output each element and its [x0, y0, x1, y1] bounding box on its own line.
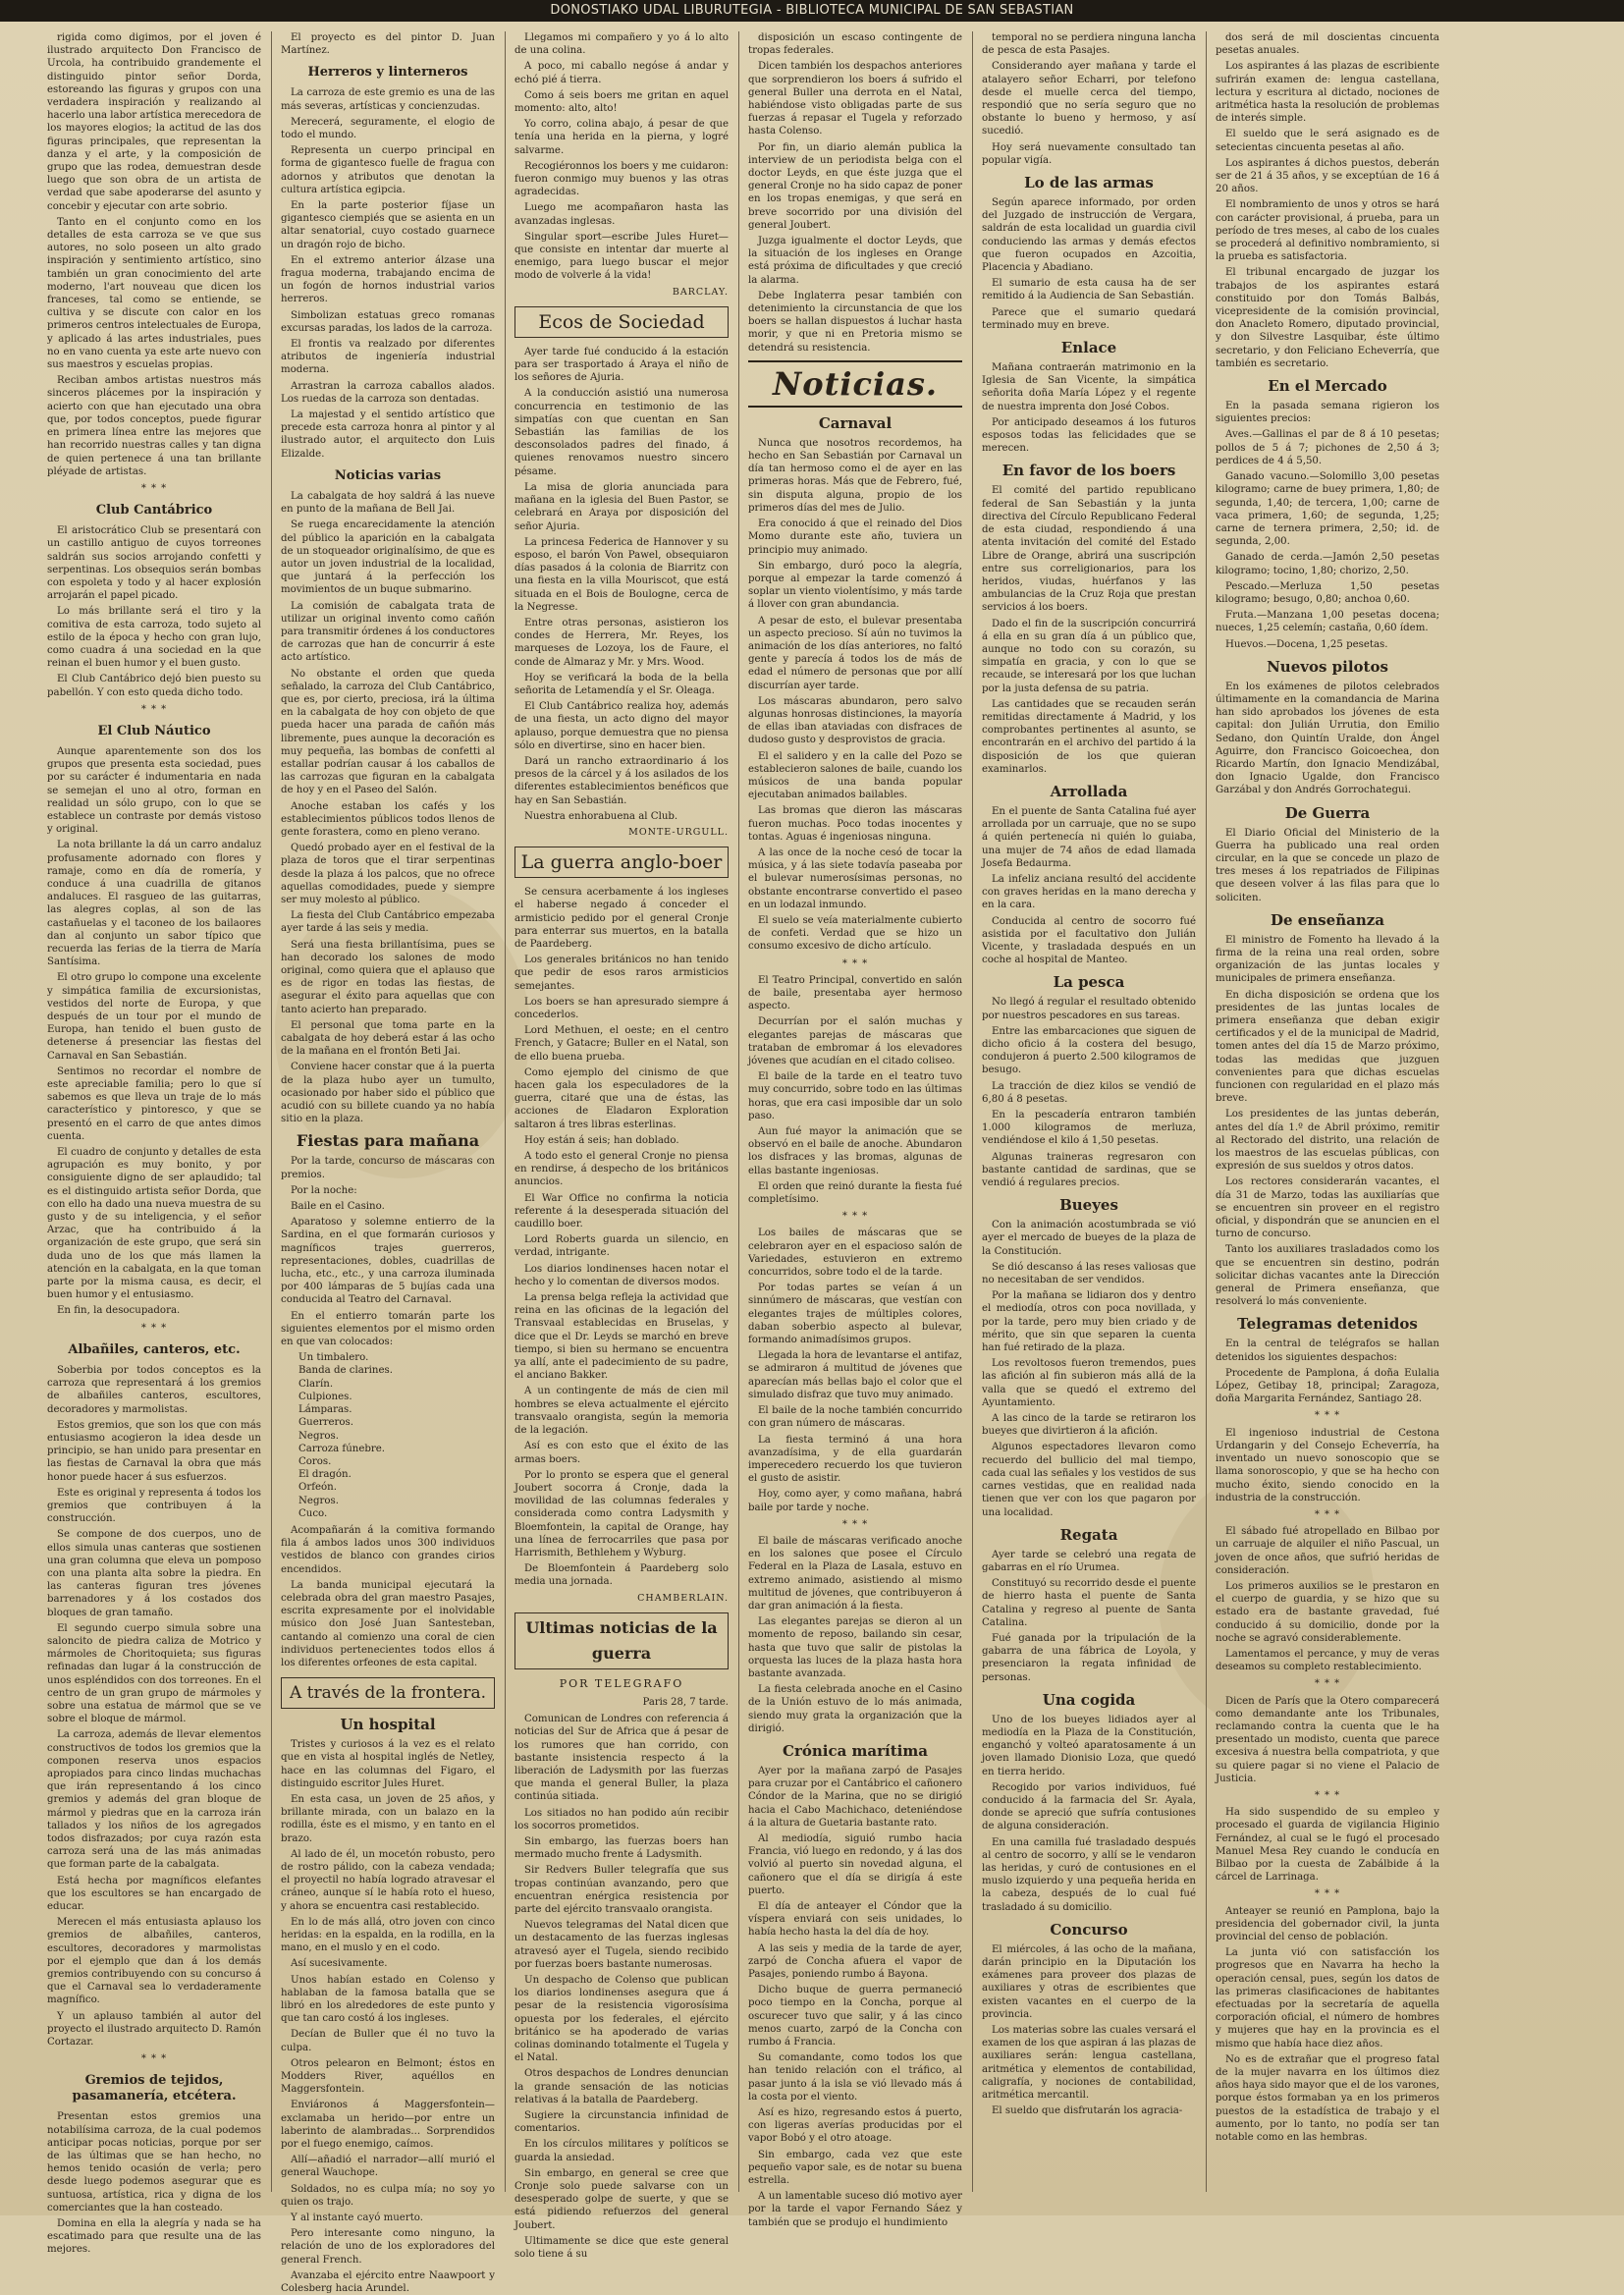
- paragraph: De Bloemfontein á Paardeberg solo media una jornada.: [514, 1563, 729, 1588]
- paragraph: El orden que reinó durante la fiesta fué completísimo.: [748, 1180, 962, 1206]
- section-title: En el Mercado: [1268, 377, 1387, 396]
- paragraph: A las once de la noche cesó de tocar la música, y á las siete todavía paseaba por el bulevar numerosísimas personas, no obstante encontrarse convertido el paseo en un lodazal inmundo.: [748, 847, 962, 910]
- list-item: Lámparas.: [298, 1404, 352, 1416]
- paragraph: El otro grupo lo compone una excelente y simpática familia de excursionistas, vestidos del norte de Europa, y que después de un tour por el mundo de Europa, han tenido el buen gusto de detenerse á presenciar las fiestas del Carnaval en San Sebastián.: [47, 972, 261, 1062]
- paragraph: Este es original y representa á todos los gremios que contribuyen á la construcción.: [47, 1487, 261, 1525]
- paragraph: En el puente de Santa Catalina fué ayer arrollada por un carruaje, que no se supo á quién pertenecía ni quién lo guiaba, una mujer de 74 años de edad llamada Josefa Bedaurma.: [982, 805, 1196, 869]
- section-title: Club Cantábrico: [95, 503, 213, 519]
- paragraph: El Club Cantábrico realiza hoy, además de una fiesta, un acto digno del mayor aplauso, porque demuestra que no piensa sólo en divertirse, sino en hacer bien.: [514, 701, 729, 751]
- paragraph: El tribunal encargado de juzgar los trabajos de los aspirantes estará constituido por don Tomás Balbás, vicepresidente de la comisión provincial, don Anacleto Romero, diputado provincial, y don Silvestre Lasquibar, éste último secretario, y don Feliciano Echeverría, que también es secretario.: [1216, 267, 1439, 369]
- procession-list: [298, 1351, 495, 1520]
- paragraph: El ingenioso industrial de Cestona Urdangarin y del Consejo Echeverría, ha inventado un nuevo sonoscopio que se llama sonoroscopio, y que se ha hecho con mucho éxito, siendo conocido en la industria de la construcción.: [1216, 1427, 1439, 1503]
- paragraph: Era conocido á que el reinado del Dios Momo durante este año, tuviera un principio muy animado.: [748, 519, 962, 556]
- paragraph: El día de anteayer el Cóndor que la víspera enviará con seis unidades, lo había hecho hasta la del día de hoy.: [748, 1901, 962, 1939]
- paragraph: No obstante el orden que queda señalado, la carroza del Club Cantábrico, que es, por cierto, preciosa, irá la última en la cabalgata de hoy con objeto de que pueda hacer una parada de cañón más libremente, pues aunque la decoración es muy pequeña, las bombas de confetti al estallar podrían causar á los caballos de las carrozas que figuran en la cabalgata de hoy y en el Paseo del Salón.: [281, 668, 495, 796]
- paragraph: El aristocrático Club se presentará con un castillo antiguo de cuyos torreones saldrán sus socios arrojando confetti y serpentinas. Los obsequios serán bombas con espoleta y todo y al hacer explosión arrojarán el papel picado.: [47, 525, 261, 602]
- paragraph: El suelo se veía materialmente cubierto de confeti. Verdad que se hizo un consumo excesivo de dicho artículo.: [748, 914, 962, 953]
- paragraph: Anoche estaban los cafés y los establecimientos públicos todos llenos de gente forastera, como en pleno verano.: [281, 800, 495, 838]
- paragraph: Recogiéronnos los boers y me cuidaron: fueron conmigo muy buenos y las otras agradecidas.: [514, 160, 729, 198]
- paragraph: Aparatoso y solemne entierro de la Sardina, en el que formarán curiosos y magníficos trajes guerreros, representaciones, dobles, cuadrillas de lucha, etc., etc., y una carroza iluminada por 400 lámparas de 5 bujías cada una conducida al Teatro del Carnaval.: [281, 1217, 495, 1306]
- paragraph: No es de extrañar que el progreso fatal de la mujer navarra en los últimos diez años haya sido mayor que el de los varones, porque éstos formaban ya en los primeros puestos de la estadística de trabajo y el aumento, por lo tanto, no podía ser tan notable como en las hembras.: [1216, 2053, 1439, 2144]
- archive-banner-text: DONOSTIAKO UDAL LIBURUTEGIA - BIBLIOTECA MUNICIPAL DE SAN SEBASTIAN: [550, 3, 1074, 18]
- paragraph: El baile de la tarde en el teatro tuvo muy concurrido, sobre todo en las últimas horas, que era casi imposible dar un solo paso.: [748, 1071, 962, 1121]
- paragraph: A las seis y media de la tarde de ayer, zarpó de Concha afuera el vapor de Pasajes, poniendo rumbo á Bayona.: [748, 1942, 962, 1981]
- author-signature: MONTE-URGULL.: [628, 826, 729, 838]
- paragraph: Procedente de Pamplona, á doña Eulalia López, Getibay 18, principal; Zaragoza, doña Margarita Fernández, Santiago 28.: [1216, 1367, 1439, 1405]
- paragraph: La princesa Federica de Hannover y su esposo, el barón Von Pawel, obsequiaron días pasados á la colonia de Biarritz con una fiesta en la villa Mouriscot, que está situada en el Bois de Boulogne, cerca de la Negresse.: [514, 536, 729, 613]
- separator-asterisks: * * *: [140, 703, 168, 715]
- section-title: De enseñanza: [1271, 910, 1384, 929]
- section-title: Carnaval: [818, 413, 893, 432]
- paragraph: Sin embargo, en general se cree que Cronje solo puede salvarse con un desesperado golpe de suerte, y que se está pidiendo refuerzos del general Joubert.: [514, 2167, 729, 2231]
- column-6: [1216, 31, 1439, 2192]
- paragraph: rigida como digimos, por el joven é ilustrado arquitecto Don Francisco de Urcola, ha contribuido grandemente el distinguido pintor señor Dorda, estoreando las figuras y grupos con una verdadera inspiración y realizando al hacerlo una labor artística merecedora de los mayores elogios; la actitud de las dos figuras principales, que representan la danza y el arte, y la composición de grupo que las rodea, demuestran desde luego que son obra de un artista de verdad que sabe apoderarse del asunto y concebir y ejecutar con arte sobrio.: [47, 32, 262, 212]
- paragraph: Tanto en el conjunto como en los detalles de esta carroza se ve que sus autores, no solo poseen un alto grado inspiración y sentimiento artístico, sino también un gran conocimiento del arte moderno, l'art nouveau que dicen los franceses, tal como se entiende, se cultiva y se discute con calor en los primeros centros intelectuales de Europa, y aplicado á las artes industriales, pues no en vano cuenta ya este arte nuevo con sus maestros y escuelas propias.: [47, 216, 261, 371]
- section-title: De Guerra: [1284, 803, 1371, 822]
- paragraph: En esta casa, un joven de 25 años, y brillante mirada, con un balazo en la rodilla, éste es el mismo, y en tanto en el brazo.: [281, 1793, 495, 1844]
- paragraph: Fué ganada por la tripulación de la gabarra de una fábrica de Loyola, y presenciaron la regata infinidad de personas.: [982, 1632, 1196, 1683]
- paragraph: Hoy, como ayer, y como mañana, habrá baile por tarde y noche.: [748, 1489, 962, 1513]
- paragraph: Su comandante, como todos los que han tenido relación con el tráfico, al pasar junto á la isla se vió llevado más á la costa por el viento.: [748, 2052, 962, 2103]
- paragraph: El baile de la noche también concurrido con gran número de máscaras.: [748, 1405, 962, 1430]
- section-title: Nuevos pilotos: [1267, 657, 1388, 676]
- paragraph: En lo de más allá, otro joven con cinco heridas: en la espalda, en la rodilla, en la mano, en el muslo y en el codo.: [281, 1916, 495, 1954]
- paragraph: El sueldo que disfrutarán los agracia-: [992, 2105, 1183, 2117]
- paragraph: Algunos espectadores llevaron como recuerdo del bullicio del mal tiempo, cada cual las señales y los vestidos de sus carnes vestidas, que en realidad nada tienen que ver con los que pagaron por una localidad.: [982, 1442, 1196, 1518]
- columns-container: [47, 31, 1598, 2295]
- list-item: El dragón.: [298, 1469, 352, 1481]
- list-item: Negros.: [298, 1495, 339, 1506]
- list-item: Banda de clarines.: [298, 1365, 393, 1377]
- paragraph: Tristes y curiosos á la vez es el relato que en vista al hospital inglés de Netley, hace en las columnas del Figaro, el distinguido escritor Jules Huret.: [281, 1739, 495, 1789]
- paragraph: Así es hizo, regresando estos á puerto, con ligeras averías producidas por el vapor Bobó y el otro atoage.: [748, 2107, 962, 2145]
- paragraph: Los boers se han apresurado siempre á concederlos.: [514, 996, 729, 1020]
- paragraph: Se dió descanso á las reses valiosas que no necesitaban de ser vendidos.: [982, 1261, 1196, 1286]
- paragraph: Uno de los bueyes lidiados ayer al mediodía en la Plaza de la Constitución, enganchó y volteó aparatosamente á un joven llamado Dionisio Loza, que quedó en tierra herido.: [982, 1714, 1196, 1777]
- paragraph: Soldados, no es culpa mía; no soy yo quien os trajo.: [281, 2183, 495, 2208]
- column-4: [748, 31, 962, 2228]
- section-title: Una cogida: [1042, 1690, 1136, 1709]
- paragraph: Por la mañana se lidiaron dos y dentro el mediodía, otros con poca novillada, y por la tarde, pero muy bien criado y de mérito, que sin que separen la cuenta han fué retirado de la plaza.: [982, 1290, 1196, 1354]
- paragraph: Los aspirantes á las plazas de escribiente sufrirán examen de: lengua castellana, lectura y escritura al dictado, nociones de aritmética hasta la resolución de problemas de interés simple.: [1216, 61, 1439, 125]
- section-title: En favor de los boers: [1001, 462, 1176, 480]
- paragraph: En el extremo anterior álzase una fragua moderna, trabajando encima de un fogón de hornos industrial varios herreros.: [281, 254, 495, 305]
- paragraph: Se censura acerbamente á los ingleses el haberse negado á conceder el armisticio pedido por el general Cronje para enterrar sus muertos, en la batalla de Paardeberg.: [514, 887, 729, 950]
- paragraph: Considerando ayer mañana y tarde el atalayero señor Echarri, por telefono desde el muelle cerca del tiempo, respondió que no sería seguro que no obstante lo bueno y hermoso, y así sucedió.: [982, 61, 1196, 137]
- section-title: Lo de las armas: [1024, 174, 1154, 192]
- section-title: Noticias varias: [334, 467, 442, 483]
- paragraph: Por lo pronto se espera que el general Joubert socorra á Cronje, dada la movilidad de las columnas federales y considerada como contra Ladysmith y Bloemfontein, la capital de Orange, hay una línea de ferrocarriles que pasa por Harrismith, Bethlehem y Wyburg.: [514, 1469, 729, 1558]
- paragraph: La fiesta celebrada anoche en el Casino de la Unión estuvo de lo más animada, siendo muy grata la organización que la dirigió.: [748, 1684, 962, 1734]
- list-item: Orfeón.: [298, 1482, 337, 1494]
- paragraph: Sugiere la circunstancia infinidad de comentarios.: [514, 2110, 729, 2135]
- paragraph: Los generales británicos no han tenido que pedir de esos raros armisticios semejantes.: [514, 955, 729, 992]
- section-title: Herreros y linterneros: [307, 65, 468, 81]
- paragraph: Conducida al centro de socorro fué asistida por el facultativo don Julián Vicente, y trasladada después en un coche al hospital de Manteo.: [982, 915, 1196, 966]
- column-3: [514, 31, 729, 2261]
- paragraph: Ha sido suspendido de su empleo y procesado el guarda de vigilancia Higinio Fernández, al cual se le fugó el procesado Manuel Mesa Rey cuando le conducía en Bilbao por la cuesta de Zabálbide á la cárcel de Larrinaga.: [1216, 1807, 1439, 1884]
- dateline: Paris 28, 7 tarde.: [642, 1696, 729, 1708]
- paragraph: Por anticipado deseamos á los futuros esposos todas las felicidades que se merecen.: [982, 416, 1196, 455]
- paragraph: temporal no se perdiera ninguna lancha de pesca de esta Pasajes.: [982, 32, 1196, 57]
- paragraph: La fiesta del Club Cantábrico empezaba ayer tarde á las seis y media.: [281, 910, 495, 935]
- paragraph: Será una fiesta brillantísima, pues se han decorado los salones de modo original, como quiera que el aplauso que es de rigor en todas las fiestas, de asegurar el éxito para aquellas que con tanto acierto han preparado.: [281, 939, 495, 1015]
- paragraph: Conviene hacer constar que á la puerta de la plaza hubo ayer un tumulto, ocasionado por haber sido el público que acudió con su billete cuando ya no había sitio en la plaza.: [281, 1062, 495, 1125]
- paragraph: Los sitiados no han podido aún recibir los socorros prometidos.: [514, 1807, 729, 1831]
- paragraph: Reciban ambos artistas nuestros más sinceros plácemes por la inspiración y acierto con que han ejecutado una obra que, por todos conceptos, puede figurar en primera línea entre las mejores que han recorrido nuestras calles y tan digna de quien pertenece á una tan brillante pléyade de artistas.: [47, 375, 261, 477]
- paragraph: Sin embargo, cada vez que este pequeño vapor sale, es de notar su buena estrella.: [748, 2149, 962, 2187]
- paragraph: El personal que toma parte en la cabalgata de hoy deberá estar á las ocho de la mañana en el frontón Beti Jai.: [281, 1019, 495, 1058]
- paragraph: Nunca que nosotros recordemos, ha hecho en San Sebastián por Carnaval un día tan hermoso como el de ayer en las primeras horas. Más que de Febrero, fué, sin disputa alguna, propio de los primeros días del mes de Julio.: [748, 437, 962, 514]
- paragraph: Ayer tarde fué conducido á la estación para ser trasportado á Araya el niño de los señores de Ajuria.: [514, 346, 729, 384]
- paragraph: Hoy están á seis; han doblado.: [524, 1134, 679, 1146]
- list-item: Guerreros.: [298, 1417, 353, 1429]
- section-title: Crónica marítima: [783, 1741, 928, 1760]
- archive-banner-bar: [0, 0, 1624, 22]
- list-item: Negros.: [298, 1430, 339, 1442]
- column-1: [47, 31, 262, 2256]
- paragraph: No llegó á regular el resultado obtenido por nuestros pescadores en sus tareas.: [982, 997, 1196, 1021]
- paragraph: Lo más brillante será el tiro y la comitiva de esta carroza, todo sujeto al estilo de la época y hecho con gran lujo, como cuadra á una sociedad en la que reinan el buen humor y el buen gusto.: [47, 606, 261, 670]
- section-box-heading: Ultimas noticias de la guerra: [514, 1612, 729, 1669]
- paragraph: Se compone de dos cuerpos, uno de ellos simula unas canteras que sostienen una gran columna que eleva un pomposo con una planta alta sobre la piedra. En las canteras figuran tres jóvenes barrenadores y á los costados dos bloques de gran tamaño.: [47, 1529, 261, 1618]
- column-rule: [1206, 31, 1207, 2192]
- paragraph: A un contingente de más de cien mil hombres se eleva actualmente el ejército transvaalo orangista, según la memoria de la legación.: [514, 1386, 729, 1437]
- paragraph: Parece que el sumario quedará terminado muy en breve.: [982, 306, 1196, 331]
- paragraph: Otros pelearon en Belmont; éstos en Modders River, aquéllos en Maggersfontein.: [281, 2057, 495, 2096]
- paragraph: Decurrían por el salón muchas y elegantes parejas de máscaras que trataban de embromar á los elevadores jóvenes que acudían en el citado coliseo.: [748, 1016, 962, 1067]
- paragraph: Estos gremios, que son los que con más entusiasmo acogieron la idea desde un principio, se han unido para presentar en las fiestas de Carnaval la obra que más honor puede hacer á sus esfuerzos.: [47, 1419, 261, 1483]
- paragraph: Constituyó su recorrido desde el puente de hierro hasta el puente de Santa Catalina y regreso al puente de Santa Catalina.: [982, 1578, 1196, 1628]
- column-2: [281, 31, 495, 2295]
- paragraph: La majestad y el sentido artístico que precede esta carroza honra al pintor y al ilustrado autor, el arquitecto don Luis Elizalde.: [281, 410, 495, 460]
- paragraph: A poco, mi caballo negóse á andar y echó pié á tierra.: [514, 61, 729, 85]
- section-title: Bueyes: [1059, 1196, 1118, 1215]
- list-item: Clarín.: [298, 1378, 334, 1390]
- author-signature: CHAMBERLAIN.: [637, 1592, 729, 1604]
- separator-asterisks: * * *: [140, 1322, 168, 1334]
- paragraph: El proyecto es del pintor D. Juan Martínez.: [281, 32, 495, 57]
- paragraph: La misa de gloria anunciada para mañana en la iglesia del Buen Pastor, se celebrará en Araya por disposición del señor Ajuria.: [514, 481, 729, 532]
- paragraph: Quedó probado ayer en el festival de la plaza de toros que el tirar serpentinas desde la plaza á los palcos, que no ofrece aquellas comodidades, puede y siempre ser muy molesto al público.: [281, 843, 495, 905]
- paragraph: Aves.—Gallinas el par de 8 á 10 pesetas; pollos de 5 á 7; pichones de 2,50 á 3; perdices de 4 á 5,50.: [1216, 429, 1439, 466]
- column-rule: [972, 31, 973, 2192]
- paragraph: Unos habían estado en Colenso y hablaban de la famosa batalla que se libró en los alrededores de este punto y que tan caro costó á los ingleses.: [281, 1974, 495, 2025]
- paragraph: Lamentamos el percance, y muy de veras deseamos su completo restablecimiento.: [1216, 1648, 1439, 1673]
- paragraph: Sir Redvers Buller telegrafía que sus tropas continúan avanzando, pero que encuentran enérgica resistencia por parte del ejército transvaalo orangista.: [514, 1865, 729, 1915]
- paragraph: Entre las embarcaciones que siguen de dicho oficio á la costera del besugo, condujeron á puerto 2.500 kilogramos de besugo.: [982, 1025, 1196, 1076]
- paragraph: Baile en el Casino.: [291, 1201, 385, 1213]
- paragraph: Aun fué mayor la animación que se observó en el baile de anoche. Abundaron los disfraces y las bromas, algunas de ellas bastante ingeniosas.: [748, 1126, 962, 1176]
- paragraph: Las bromas que dieron las máscaras fueron muchas. Poco todas inocentes y tontas. Aguas é ingeniosas ninguna.: [748, 805, 962, 843]
- paragraph: En los círculos militares y políticos se guarda la ansiedad.: [514, 2139, 729, 2163]
- paragraph: disposición un escaso contingente de tropas federales.: [748, 32, 962, 57]
- section-title: Concurso: [1050, 1920, 1128, 1939]
- paragraph: Arrastran la carroza caballos alados. Los ruedas de la carroza son dentadas.: [281, 380, 495, 405]
- paragraph: El segundo cuerpo simula sobre una saloncito de piedra caliza de Motrico y mármoles de Choritoquieta; sus figuras refinadas dan lugar á la construcción de unos espléndidos con dos torreones. En el centro de un gran grupo de mármoles y sobre una estatua de mármol que se ve sobre el bloque de mármol.: [47, 1622, 261, 1725]
- paragraph: Recogido por varios individuos, fué conducido á la farmacia del Sr. Ayala, donde se apreció que sufría contusiones de alguna consideración.: [982, 1781, 1196, 1832]
- author-signature: BARCLAY.: [672, 286, 729, 298]
- section-title: El Club Náutico: [97, 723, 211, 738]
- paragraph: Mañana contraerán matrimonio en la Iglesia de San Vicente, la simpática señorita doña María López y el regente de nuestra imprenta don José Cobos.: [982, 362, 1196, 412]
- paragraph: Sin embargo, duró poco la alegría, porque al empezar la tarde comenzó á soplar un viento violentísimo, y más tarde á llover con gran abundancia.: [748, 560, 962, 611]
- paragraph: En los exámenes de pilotos celebrados últimamente en la comandancia de Marina han sido aprobados los jóvenes de esta capital: don Julián Urrutia, don Emilio Sedano, don Quintín Uralde, don Ángel Aguirre, don Francisco Goicoechea, don Ricardo Martín, don Ignacio Mendizábal, don Ignacio Ugalde, don Francisco Garzábal y don Andrés Gorrochategui.: [1216, 681, 1439, 796]
- list-item: Culpiones.: [298, 1391, 352, 1402]
- paragraph: La comisión de cabalgata trata de utilizar un original invento como cañón para transmitir órdenes á los conductores de carrozas que han de concurrir á este acto artístico.: [281, 600, 495, 664]
- paragraph: Y un aplauso también al autor del proyecto el ilustrado arquitecto D. Ramón Cortazar.: [47, 2010, 261, 2049]
- paragraph: Y al instante cayó muerto.: [291, 2213, 423, 2224]
- section-title: Telegramas detenidos: [1237, 1315, 1418, 1334]
- separator-asterisks: * * *: [841, 1518, 869, 1530]
- paragraph: A pesar de esto, el bulevar presentaba un aspecto precioso. Sí aún no tuvimos la animación de los días anteriores, no faltó gente y parecía á todos los de más de edad el número de personas que por allí discurrían ayer tarde.: [748, 615, 962, 691]
- paragraph: Los revoltosos fueron tremendos, pues las afición al fin subieron más allá de la valla que se quedó el extremo del Ayuntamiento.: [982, 1358, 1196, 1408]
- paragraph: Luego me acompañaron hasta las avanzadas inglesas.: [514, 202, 729, 227]
- separator-asterisks: * * *: [1314, 1678, 1341, 1690]
- paragraph: Al lado de él, un mocetón robusto, pero de rostro pálido, con la cabeza vendada; el proyectil no había logrado atravesar el cráneo, aunque sí le había roto el hueso, y ahora se encuentra casi restablecido.: [281, 1848, 495, 1912]
- list-item: Cuco.: [298, 1507, 328, 1519]
- paragraph: Simbolizan estatuas greco romanas excursas paradas, los lados de la carroza.: [281, 309, 495, 334]
- section-title: Arrollada: [1050, 782, 1128, 800]
- section-title: La pesca: [1053, 973, 1125, 992]
- paragraph: La carroza, además de llevar elementos constructivos de todos los gremios que la componen reserva unos espacios apropiados para cinco lindas muchachas que irán representando á los cinco gremios y además del gran bloque de mármol y piedras que en la carroza irán tallados y los niños de los agregados todos disfrazados; por cuya razón esta carroza será una de las más animadas que forman parte de la cabalgata.: [47, 1729, 261, 1871]
- paragraph: Por la noche:: [291, 1184, 357, 1196]
- paragraph: Comunican de Londres con referencia á noticias del Sur de Africa que á pesar de los rumores que han corrido, con bastante insistencia respecto á la liberación de Ladysmith por las fuerzas que manda el general Buller, la plaza continúa sitiada.: [514, 1714, 729, 1803]
- column-rule: [271, 31, 272, 2192]
- paragraph: dos será de mil doscientas cincuenta pesetas anuales.: [1216, 32, 1439, 57]
- paragraph: Como á seis boers me gritan en aquel momento: alto, alto!: [514, 89, 729, 115]
- paragraph: En la central de telégrafos se hallan detenidos los siguientes despachos:: [1216, 1339, 1439, 1363]
- paragraph: Allí—añadió el narrador—allí murió el general Wauchope.: [281, 2155, 495, 2179]
- paragraph: A todo esto el general Cronje no piensa en rendirse, á despecho de los británicos anuncios.: [514, 1151, 729, 1188]
- paragraph: Otros despachos de Londres denuncian la grande sensación de las noticias relativas á la batalla de Paardeberg.: [514, 2068, 729, 2105]
- paragraph: Dicho buque de guerra permaneció poco tiempo en la Concha, porque al oscurecer tuvo que salir, y á las cinco menos cuarto, zarpó de la Concha con rumbo á Francia.: [748, 1985, 962, 2049]
- noticias-masthead: Noticias.: [748, 360, 962, 408]
- paragraph: Hoy será nuevamente consultado tan popular vigía.: [982, 141, 1196, 166]
- paragraph: Merecen el más entusiasta aplauso los gremios de albañiles, canteros, escultores, decoradores y marmolistas por el ejemplo que dan á los demás gremios contribuyendo con su concurso á que el Carnaval sea lo verdaderamente magnífico.: [47, 1917, 261, 2006]
- paragraph: El cuadro de conjunto y detalles de esta agrupación es muy bonito, y por consiguiente digno de ser aplaudido; tal es el distinguido artista señor Dorda, que con ello ha dado una nueva muestra de su gusto y de su inteligencia, y el señor Arzac, que ha contribuido á la organización de este grupo, que será sin duda uno de los que más llamen la atención en la cabalgata, en la que toman parte por la misma causa, es decir, el buen humor y el entusiasmo.: [47, 1147, 261, 1301]
- paragraph: Dado el fin de la suscripción concurrirá á ella en su gran día á un público que, aunque no todo con su corazón, su simpatía en gracia, y con lo que se recaude, se interesará por los que luchan por la justa defensa de su patria.: [982, 618, 1196, 694]
- paragraph: Se ruega encarecidamente la atención del público la aparición en la cabalgata de un stoqueador originalísimo, de que es autor un joven industrial de la localidad, que juntará á la perfección los movimientos de un buque submarino.: [281, 519, 495, 596]
- paragraph: Presentan estos gremios una notabilísima carroza, de la cual podemos anticipar pocas noticias, porque por ser de las últimas que se han hecho, no hemos tenido ocasión de verla; pero desde luego podemos asegurar que es suntuosa, artística, rica y digna de los comerciantes que la han costeado.: [47, 2111, 261, 2213]
- paragraph: La banda municipal ejecutará la celebrada obra del gran maestro Pasajes, escrita expresamente por el inolvidable músico don José Juan Santesteban, cantando al comienzo una coral de cien individuos pertenecientes todos ellos á los diferentes orfeones de esta capital.: [281, 1579, 495, 1668]
- paragraph: Ayer por la mañana zarpó de Pasajes para cruzar por el Cantábrico el cañonero Cóndor de la Marina, que no se dirigió hacia el Cabo Machichaco, deteniéndose á la altura de Guetaria bastante rato.: [748, 1765, 962, 1829]
- paragraph: Los presidentes de las juntas deberán, antes del día 1.º de Abril próximo, remitir al Rectorado del distrito, una relación de los maestros de las escuelas públicas, con expresión de sus sueldos y otros datos.: [1216, 1109, 1439, 1173]
- paragraph: La junta vió con satisfacción los progresos que en Navarra ha hecho la operación censal, pues, según los datos de las primeras clasificaciones de habitantes efectuadas por la secretaría de aquella corporación oficial, el número de hombres y mujeres que hay en la provincia es el mismo que había hace diez años.: [1216, 1947, 1439, 2049]
- list-item: Un timbalero.: [298, 1352, 369, 1364]
- paragraph: Las cantidades que se recauden serán remitidas directamente á Madrid, y los comprobantes pertinentes al asunto, se encontrarán en el archivo del partido á la disposición de los que quieran examinarlos.: [982, 698, 1196, 775]
- paragraph: Fruta.—Manzana 1,00 pesetas docena; nueces, 1,25 celemín; castaña, 0,60 ídem.: [1216, 610, 1439, 634]
- list-item: Carroza fúnebre.: [298, 1443, 386, 1454]
- paragraph: Merecerá, seguramente, el elogio de todo el mundo.: [281, 116, 495, 141]
- paragraph: Ultimamente se dice que este general solo tiene á su: [514, 2235, 729, 2261]
- separator-asterisks: * * *: [1314, 1508, 1341, 1520]
- paragraph: Ganado de cerda.—Jamón 2,50 pesetas kilogramo; tocino, 1,80; chorizo, 2,50.: [1216, 552, 1439, 576]
- paragraph: En la pasada semana rigieron los siguientes precios:: [1216, 401, 1439, 425]
- paragraph: Representa un cuerpo principal en forma de gigantesco fuelle de fragua con adornos y atributos que denotan la cultura artística egipcia.: [281, 145, 495, 195]
- paragraph: Debe Inglaterra pesar también con detenimiento la circunstancia de que los boers se hallan dispuestos á luchar hasta morir, y que ni en Pretoria mismo se detendrá su resistencia.: [748, 290, 962, 354]
- paragraph: Por todas partes se veían á un sinnúmero de máscaras, que vestían con elegantes trajes de múltiples colores, daban soberbio aspecto al bulevar, formando animadísimos grupos.: [748, 1283, 962, 1346]
- paragraph: El miércoles, á las ocho de la mañana, darán principio en la Diputación los exámenes para proveer dos plazas de auxiliares y otras de escribientes que existen vacantes en el cuerpo de la provincia.: [982, 1943, 1196, 2020]
- paragraph: El baile de máscaras verificado anoche en los salones que posee el Círculo Federal en la Plaza de Lasala, estuvo en extremo animado, asistiendo al mismo multitud de jóvenes, que contribuyeron á dar gran animación á la fiesta.: [748, 1535, 962, 1612]
- paragraph: Sentimos no recordar el nombre de este apreciable familia; pero lo que sí sabemos es que lleva un traje de lo más característico y pintoresco, y que se presentó en el carro de que antes dimos cuenta.: [47, 1066, 261, 1142]
- paragraph: Hoy se verificará la boda de la bella señorita de Letamendía y el Sr. Oleaga.: [514, 672, 729, 696]
- paragraph: Al mediodía, siguió rumbo hacia Francia, vió luego en redondo, y á las dos volvió al puerto sin novedad alguna, el cañonero que el día se dirigía á este puerto.: [748, 1832, 962, 1896]
- paragraph: Llegada la hora de levantarse el antifaz, se admiraron á multitud de jóvenes que aparecían más bellas bajo el color que el simulado disfraz que tuvo muy animado.: [748, 1350, 962, 1400]
- paragraph: En fin, la desocupadora.: [57, 1305, 181, 1317]
- paragraph: Llegamos mi compañero y yo á lo alto de una colina.: [514, 32, 729, 57]
- paragraph: El comité del partido republicano federal de San Sebastián y la junta directiva del Círculo Republicano Federal de esta ciudad, respondiendo á una atenta invitación del comité del Estado Libre de Orange, abrirá una suscripción entre sus correligionarios, para los heridos, viudas, huérfanos y las ambulancias de la Cruz Roja que prestan servicios á los boers.: [982, 485, 1196, 614]
- paragraph: Lord Roberts guarda un silencio, en verdad, intrigante.: [514, 1234, 729, 1259]
- section-box-heading: Ecos de Sociedad: [514, 306, 729, 338]
- paragraph: Ayer tarde se celebró una regata de gabarras en el río Urumea.: [982, 1549, 1196, 1573]
- separator-asterisks: * * *: [140, 2053, 168, 2065]
- paragraph: Lord Methuen, el oeste; en el centro French, y Gatacre; Buller en el Natal, son de ello buena prueba.: [514, 1025, 729, 1063]
- paragraph: Aunque aparentemente son dos los grupos que presenta esta sociedad, pues por su carácter é indumentaria en nada se semejan el uno al otro, forman en realidad un sólo grupo, con lo que se establece un contraste por demás vistoso y original.: [47, 745, 261, 836]
- paragraph: La infeliz anciana resultó del accidente con graves heridas en la mano derecha y en la cara.: [982, 873, 1196, 911]
- paragraph: Los primeros auxilios se le prestaron en el cuerpo de guardia, y se hizo que su estado era de bastante gravedad, fué conducido á su domicilio, donde por la noche se agravó considerablemente.: [1216, 1580, 1439, 1644]
- paragraph: A las cinco de la tarde se retiraron los bueyes que divirtieron á la afición.: [982, 1413, 1196, 1438]
- separator-asterisks: * * *: [140, 482, 168, 494]
- paragraph: Por la tarde, concurso de máscaras con premios.: [281, 1156, 495, 1180]
- paragraph: Tanto los auxiliares trasladados como los que se encuentren sin destino, podrán solicitar dichas vacantes ante la Dirección general de Primera enseñanza, que resolverá lo más conveniente.: [1216, 1244, 1439, 1308]
- paragraph: El ministro de Fomento ha llevado á la firma de la reina una real orden, sobre organización de las juntas locales y municipales de primera enseñanza.: [1216, 934, 1439, 985]
- paragraph: Dicen de París que la Otero comparecerá como demandante ante los Tribunales, reclamando contra la cuenta que le ha presentado un modisto, cuenta que parece excesiva á nuestra bella compatriota, y que su quiere pagar si no viene el Palacio de Justicia.: [1216, 1695, 1439, 1784]
- paragraph: Con la animación acostumbrada se vió ayer el mercado de bueyes de la plaza de la Constitución.: [982, 1220, 1196, 1257]
- paragraph: Dará un rancho extraordinario á los presos de la cárcel y á los asilados de los diferentes establecimientos benéficos que hay en San Sebastián.: [514, 755, 729, 806]
- paragraph: Domina en ella la alegría y nada se ha escatimado para que resulte una de las mejores.: [47, 2218, 261, 2256]
- paragraph: La fiesta terminó á una hora avanzadísima, y de ella guardarán imperecedero recuerdo los que tuvieron el gusto de asistir.: [748, 1434, 962, 1485]
- paragraph: Así es con esto que el éxito de las armas boers.: [514, 1441, 729, 1465]
- paragraph: Nuestra enhorabuena al Club.: [524, 810, 678, 822]
- paragraph: La cabalgata de hoy saldrá á las nueve en punto de la mañana de Bell Jai.: [281, 490, 495, 516]
- section-title: Enlace: [1060, 339, 1117, 357]
- paragraph: Según aparece informado, por orden del Juzgado de instrucción de Vergara, saldrán de esta localidad un guardia civil conduciendo las armas y demás efectos que fueron ocupados en Azcoitia, Placencia y Abadiano.: [982, 197, 1196, 274]
- paragraph: Las elegantes parejas se dieron al un momento de reposo, bailando sin cesar, hasta que tuvo que salir de pistolas la orquesta las luces de la plaza hasta hora bastante avanzada.: [748, 1616, 962, 1679]
- paragraph: El sumario de esta causa ha de ser remitido á la Audiencia de San Sebastián.: [982, 278, 1196, 302]
- paragraph: Yo corro, colina abajo, á pesar de que tenía una herida en la pierna, y logré salvarme.: [514, 119, 729, 156]
- paragraph: Los rectores considerarán vacantes, el día 31 de Marzo, todas las auxiliarías que se encuentren sin proveer en el registro oficial, y dispondrán que se anuncien en el turno de concurso.: [1216, 1176, 1439, 1240]
- paragraph: Está hecha por magníficos elefantes que los escultores se han encargado de educar.: [47, 1875, 261, 1913]
- paragraph: El nombramiento de unos y otros se hará con carácter provisional, á prueba, para un período de tres meses, al cabo de los cuales se procederá al definitivo nombramiento, si la prueba es satisfactoria.: [1216, 199, 1439, 263]
- paragraph: Huevos.—Docena, 1,25 pesetas.: [1225, 638, 1388, 650]
- paragraph: El sueldo que le será asignado es de setecientas cincuenta pesetas al año.: [1216, 129, 1439, 153]
- paragraph: En la pescadería entraron también 1.000 kilogramos de merluza, vendiéndose el kilo á 1,50 pesetas.: [982, 1110, 1196, 1147]
- paragraph: El sábado fué atropellado en Bilbao por un carruaje de alquiler el niño Pascual, un joven de once años, que sufrió heridas de consideración.: [1216, 1526, 1439, 1576]
- paragraph: Anteayer se reunió en Pamplona, bajo la presidencia del gobernador civil, la junta provincial del censo de población.: [1216, 1905, 1439, 1942]
- section-title: Un hospital: [340, 1716, 436, 1734]
- section-box-heading: A través de la frontera.: [281, 1677, 495, 1709]
- paragraph: La carroza de este gremio es una de las más severas, artísticas y concienzudas.: [281, 87, 495, 112]
- paragraph: Los diarios londinenses hacen notar el hecho y lo comentan de diversos modos.: [514, 1263, 729, 1287]
- section-title: Gremios de tejidos, pasamanería, etcétera.: [72, 2073, 237, 2104]
- paragraph: En el entierro tomarán parte los siguientes elementos por el mismo orden en que van colocados:: [281, 1310, 495, 1348]
- separator-asterisks: * * *: [1314, 1410, 1341, 1422]
- section-title: Fiestas para mañana: [296, 1131, 480, 1151]
- paragraph: Entre otras personas, asistieron los condes de Herrera, Mr. Reyes, los marqueses de Lozoya, los de Faure, el conde de Almaraz y Mr. y Mrs. Wood.: [514, 617, 729, 668]
- paragraph: Juzga igualmente el doctor Leyds, que la situación de los ingleses en Orange está próxima de dificultades y que creció la alarma.: [748, 236, 962, 286]
- paragraph: El Teatro Principal, convertido en salón de baile, presentaba ayer hermoso aspecto.: [748, 974, 962, 1012]
- paragraph: Pescado.—Merluza 1,50 pesetas kilogramo; besugo, 0,80; anchoa 0,60.: [1216, 580, 1439, 605]
- paragraph: Los bailes de máscaras que se celebraron ayer en el espacioso salón de Variedades, estuvieron en extremo concurridos, sobre todo el de la tarde.: [748, 1228, 962, 1279]
- separator-asterisks: * * *: [841, 1211, 869, 1223]
- paragraph: En dicha disposición se ordena que los presidentes de las juntas locales de primera enseñanza que deban exigir certificados y el de la municipal de Madrid, tomen antes del día 15 de Marzo próximo, todas las medidas que juzguen convenientes para que dichas escuelas funcionen con regularidad en el plazo más breve.: [1216, 989, 1439, 1105]
- paragraph: La prensa belga refleja la actividad que reina en las oficinas de la legación del Transvaal establecidas en Bruselas, y dice que el Dr. Leyds se marchó en breve tiempo, si bien su hermano se encuentra ya allí, ante el padecimiento de su padre, el anciano Bakker.: [514, 1292, 729, 1382]
- paragraph: El Club Cantábrico dejó bien puesto su pabellón. Y con esto queda dicho todo.: [47, 674, 261, 698]
- paragraph: Por fin, un diario alemán publica la interview de un periodista belga con el doctor Leyds, en que éste juzga que el general Cronje no ha sido capaz de poner en los tropas enemigas, y que será en breve socorrido por una división del general Joubert.: [748, 141, 962, 231]
- section-title: Albañiles, canteros, etc.: [68, 1341, 241, 1357]
- list-item: Coros.: [298, 1455, 332, 1467]
- paragraph: Algunas traineras regresaron con bastante cantidad de sardinas, que se vendió á regulares precios.: [982, 1151, 1196, 1189]
- separator-asterisks: * * *: [1314, 1789, 1341, 1801]
- paragraph: Ganado vacuno.—Solomillo 3,00 pesetas kilogramo; carne de buey primera, 1,80; de segunda, 1,40; de tercera, 1,00; carne de vaca primera, 1,60; de segunda, 1,25; carne de ternera primera, 2,50; id. de segunda, 2,00.: [1216, 471, 1439, 548]
- paragraph: En una camilla fué trasladado después al centro de socorro, y allí se le vendaron las heridas, y curó de contusiones en el muslo izquierdo y una pequeña herida en la cabeza, después de lo cual fué trasladado á su domicilio.: [982, 1836, 1196, 1913]
- paragraph: Pero interesante como ninguno, la relación de uno de los exploradores del general French.: [281, 2228, 495, 2266]
- paragraph: Los materias sobre las cuales versará el examen de los que aspiran á las plazas de auxiliares serán: lengua castellana, aritmética y elementos de contabilidad, caligrafía, y nociones de contabilidad, aritmética mercantil.: [982, 2025, 1196, 2102]
- column-rule: [738, 31, 739, 2192]
- paragraph: Un despacho de Colenso que publican los diarios londinenses asegura que á pesar de la resistencia vigorosísima opuesta por los federales, el ejército británico se ha apoderado de varias colinas dominando totalmente el Tugela y el Natal.: [514, 1975, 729, 2064]
- paragraph: Dicen también los despachos anteriores que sorprendieron los boers á sufrido el general Buller una derrota en el Natal, habiéndose visto obligadas parte de sus fuerzas á repasar el Tugela y reforzado hasta Colenso.: [748, 61, 962, 137]
- paragraph: En la parte posterior fíjase un gigantesco ciempiés que se asienta en un altar senatorial, cuyo costado guarnece un dragón rojo de bicho.: [281, 200, 495, 250]
- paragraph: El el salidero y en la calle del Pozo se establecieron salones de baile, cuando los músicos de una banda popular ejecutaban animados bailables.: [748, 750, 962, 801]
- paragraph: Así sucesivamente.: [291, 1958, 388, 1970]
- section-box-heading: La guerra anglo-boer: [514, 847, 729, 878]
- paragraph: Acompañarán á la comitiva formando fila á ambos lados unos 300 individuos vestidos de blanco con grandes cirios encendidos.: [281, 1524, 495, 1575]
- paragraph: Los máscaras abundaron, pero salvo algunas honrosas distinciones, la mayoría de ellas iban ataviadas con disfraces de dudoso gusto y desprovistos de gracia.: [748, 695, 962, 746]
- paragraph: La nota brillante la dá un carro andaluz profusamente adornado con flores y ramaje, como en día de romería, y conduce á una cuadrilla de gitanos andaluces. El rasgueo de las guitarras, las alegres coplas, al son de las castañuelas y el taconeo de los bailaores dan al conjunto un sabor típico que recuerda las ferias de la tierra de María Santísima.: [47, 840, 261, 968]
- separator-asterisks: * * *: [841, 957, 869, 969]
- telegraph-subheading: POR TELEGRAFO: [559, 1676, 684, 1690]
- paragraph: La tracción de diez kilos se vendió de 6,80 á 8 pesetas.: [982, 1080, 1196, 1105]
- section-title: Regata: [1059, 1525, 1118, 1544]
- paragraph: Decían de Buller que él no tuvo la culpa.: [281, 2029, 495, 2053]
- separator-asterisks: * * *: [1314, 1888, 1341, 1900]
- paragraph: Soberbia por todos conceptos es la carroza que representará á los gremios de albañiles canteros, escultores, decoradores y marmolistas.: [47, 1364, 261, 1415]
- paragraph: Sin embargo, las fuerzas boers han mermado mucho frente á Ladysmith.: [514, 1835, 729, 1861]
- paragraph: Singular sport—escribe Jules Huret—que consiste en intentar dar muerte al enemigo, para luego buscar el mejor modo de volverle á la vida!: [514, 231, 729, 282]
- column-5: [982, 31, 1196, 2192]
- paragraph: Como ejemplo del cinismo de que hacen gala los especuladores de la guerra, citaré que una de éstas, las acciones de Eladaron Exploration saltaron á tres libras esterlinas.: [514, 1066, 729, 1130]
- paragraph: Enviáronos á Maggersfontein—exclamaba un herido—por entre un laberinto de alambradas... Sorprendidos por el fuego enemigo, caímos.: [281, 2100, 495, 2151]
- paragraph: El frontis va realzado por diferentes atributos de ingeniería industrial moderna.: [281, 339, 495, 376]
- paragraph: Los aspirantes á dichos puestos, deberán ser de 21 á 35 años, y se exceptúan de 16 á 20 años.: [1216, 157, 1439, 195]
- paragraph: A un lamentable suceso dió motivo ayer por la tarde el vapor Fernando Sáez y también que se produjo el hundimiento: [748, 2191, 962, 2228]
- paragraph: El War Office no confirma la noticia referente á la desesperada situación del caudillo boer.: [514, 1192, 729, 1230]
- paragraph: Nuevos telegramas del Natal dicen que un destacamento de las fuerzas inglesas atravesó ayer el Tugela, siendo recibido por fuerzas boers bastante numerosas.: [514, 1920, 729, 1970]
- paragraph: A la conducción asistió una numerosa concurrencia en testimonio de las simpatías con que cuentan en San Sebastián las familias de los desconsolados padres del finado, á quienes renovamos nuestro sincero pésame.: [514, 388, 729, 477]
- paragraph: Avanzaba el ejército entre Naawpoort y Colesberg hacia Arundel.: [281, 2269, 495, 2295]
- column-rule: [505, 31, 506, 2192]
- paragraph: El Diario Oficial del Ministerio de la Guerra ha publicado una real orden circular, en la que se concede un plazo de tres meses á los repatriados de Filipinas que deseen volver á las filas para que lo soliciten.: [1216, 827, 1439, 903]
